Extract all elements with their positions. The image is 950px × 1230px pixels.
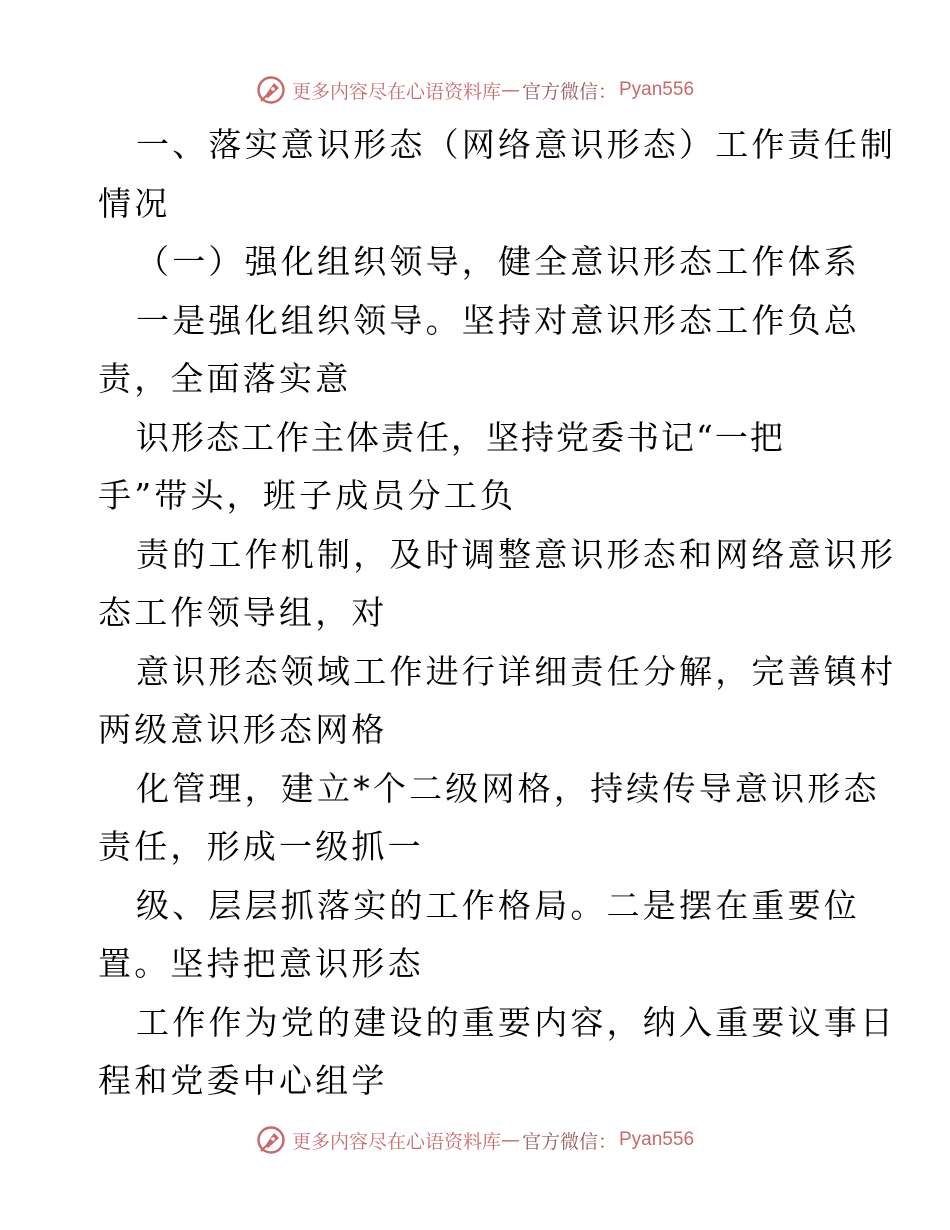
watermark-main-text: 更多内容尽在心语资料库 — [291, 1130, 501, 1153]
paragraph-line: 工作作为党的建设的重要内容，纳入重要议事日 — [136, 1002, 897, 1042]
paragraph-line: 化管理，建立*个二级网格，持续传导意识形态 — [136, 768, 880, 808]
paragraph-line: 意识形态领域工作进行详细责任分解，完善镇村 — [136, 651, 897, 691]
paragraph-line: 一是强化组织领导。坚持对意识形态工作负总 — [136, 300, 860, 340]
watermark-official-label: 官方微信： — [521, 80, 617, 103]
watermark-separator: — — [500, 1129, 520, 1151]
watermark-main-text: 更多内容尽在心语资料库 — [291, 80, 501, 103]
paragraph-line: 识形态工作主体责任，坚持党委书记“一把 — [136, 417, 785, 457]
document-body — [98, 116, 897, 1111]
header-watermark — [0, 70, 950, 110]
paragraph-line: 责的工作机制，及时调整意识形态和网络意识形 — [136, 534, 897, 574]
section-heading-continuation: 情况 — [98, 183, 171, 223]
paragraph-line: 手”带头，班子成员分工负 — [98, 476, 517, 515]
paragraph-line: 程和党委中心组学 — [98, 1061, 388, 1100]
paragraph-line: 责任，形成一级抓一 — [98, 827, 424, 866]
paragraph-line: 级、层层抓落实的工作格局。二是摆在重要位 — [136, 885, 860, 925]
paragraph-line: 态工作领导组，对 — [98, 593, 388, 632]
watermark-wechat-id: Pyan556 — [619, 79, 695, 100]
paragraph-line: 两级意识形态网格 — [98, 710, 388, 749]
watermark-wechat-id: Pyan556 — [619, 1129, 695, 1150]
paragraph-line: 置。坚持把意识形态 — [98, 944, 424, 983]
pen-nib-logo-icon — [256, 1125, 286, 1155]
section-heading-line: 一、落实意识形态（网络意识形态）工作责任制 — [136, 125, 897, 164]
watermark-official-label: 官方微信： — [521, 1130, 617, 1153]
watermark-separator: — — [500, 79, 520, 101]
pen-nib-logo-icon — [256, 75, 286, 105]
footer-watermark — [0, 1120, 950, 1160]
subsection-heading: （一）强化组织领导，健全意识形态工作体系 — [136, 242, 860, 281]
paragraph-line: 责，全面落实意 — [98, 359, 352, 398]
